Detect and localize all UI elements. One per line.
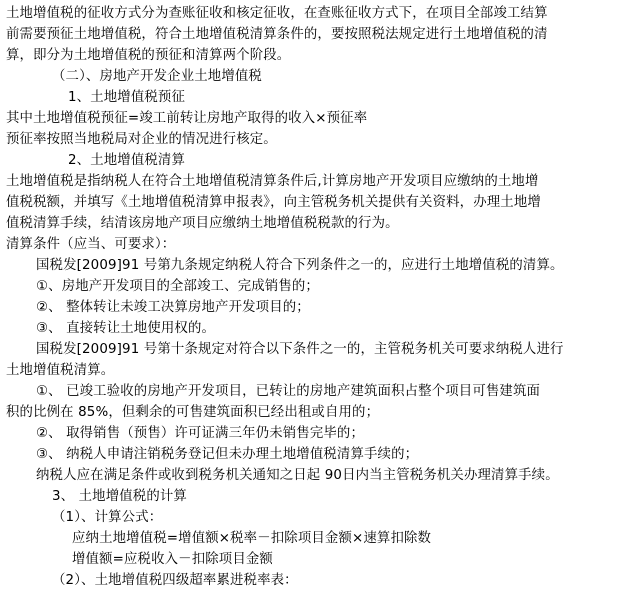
list-item: ①、房地产开发项目的全部竣工、完成销售的；	[36, 279, 319, 294]
formula-line: 增值额=应税收入－扣除项目金额	[72, 552, 273, 567]
paragraph-line: 积的比例在 85%，但剩余的可售建筑面积已经出租或自用的；	[6, 405, 380, 420]
subsection-heading: （1）、计算公式：	[52, 510, 163, 525]
paragraph-line: 值税税额，并填写《土地增值税清算申报表》，向主管税务机关提供有关资料，办理土地增	[6, 195, 541, 210]
paragraph-line: 纳税人应在满足条件或收到税务机关通知之日起 90日内当主管税务机关办理清算手续。	[36, 468, 559, 483]
subsection-heading: 3、 土地增值税的计算	[52, 489, 187, 504]
paragraph-line: 其中土地增值税预征=竣工前转让房地产取得的收入×预征率	[6, 111, 368, 126]
subsection-heading: 1、土地增值税预征	[68, 90, 185, 105]
list-item: ②、 取得销售（预售）许可证满三年仍未销售完毕的；	[36, 426, 364, 441]
paragraph-line: 算，即分为土地增值税的预征和清算两个阶段。	[6, 48, 291, 63]
subsection-heading: 2、土地增值税清算	[68, 153, 185, 168]
formula-line: 应纳土地增值税=增值额×税率－扣除项目金额×速算扣除数	[72, 531, 432, 546]
list-item: ②、 整体转让未竣工决算房地产开发项目的；	[36, 300, 310, 315]
paragraph-line: 土地增值税是指纳税人在符合土地增值税清算条件后,计算房地产开发项目应缴纳的土地增	[6, 174, 539, 189]
subsection-heading: （2）、土地增值税四级超率累进税率表：	[52, 573, 298, 588]
paragraph-line: 土地增值税的征收方式分为查账征收和核定征收，在查账征收方式下，在项目全部竣工结算	[6, 6, 548, 21]
paragraph-line: 值税清算手续，结清该房地产项目应缴纳土地增值税税款的行为。	[6, 216, 399, 231]
paragraph-line: 前需要预征土地增值税，符合土地增值税清算条件的，要按照税法规定进行土地增值税的清	[6, 27, 548, 42]
paragraph-line: 清算条件（应当、可要求）：	[6, 237, 176, 252]
paragraph-line: 土地增值税清算。	[6, 363, 115, 378]
list-item: ③、 直接转让土地使用权的。	[36, 321, 216, 336]
list-item: ③、 纳税人申请注销税务登记但未办理土地增值税清算手续的；	[36, 447, 419, 462]
section-heading: （二）、房地产开发企业土地增值税	[52, 69, 262, 84]
paragraph-line: 国税发[2009]91 号第九条规定纳税人符合下列条件之一的，应进行土地增值税的清算。	[36, 258, 564, 273]
paragraph-line: 国税发[2009]91 号第十条规定对符合以下条件之一的，主管税务机关可要求纳税人进行	[36, 342, 564, 357]
paragraph-line: 预征率按照当地税局对企业的情况进行核定。	[6, 132, 277, 147]
list-item: ①、 已竣工验收的房地产开发项目，已转让的房地产建筑面积占整个项目可售建筑面	[36, 384, 541, 399]
